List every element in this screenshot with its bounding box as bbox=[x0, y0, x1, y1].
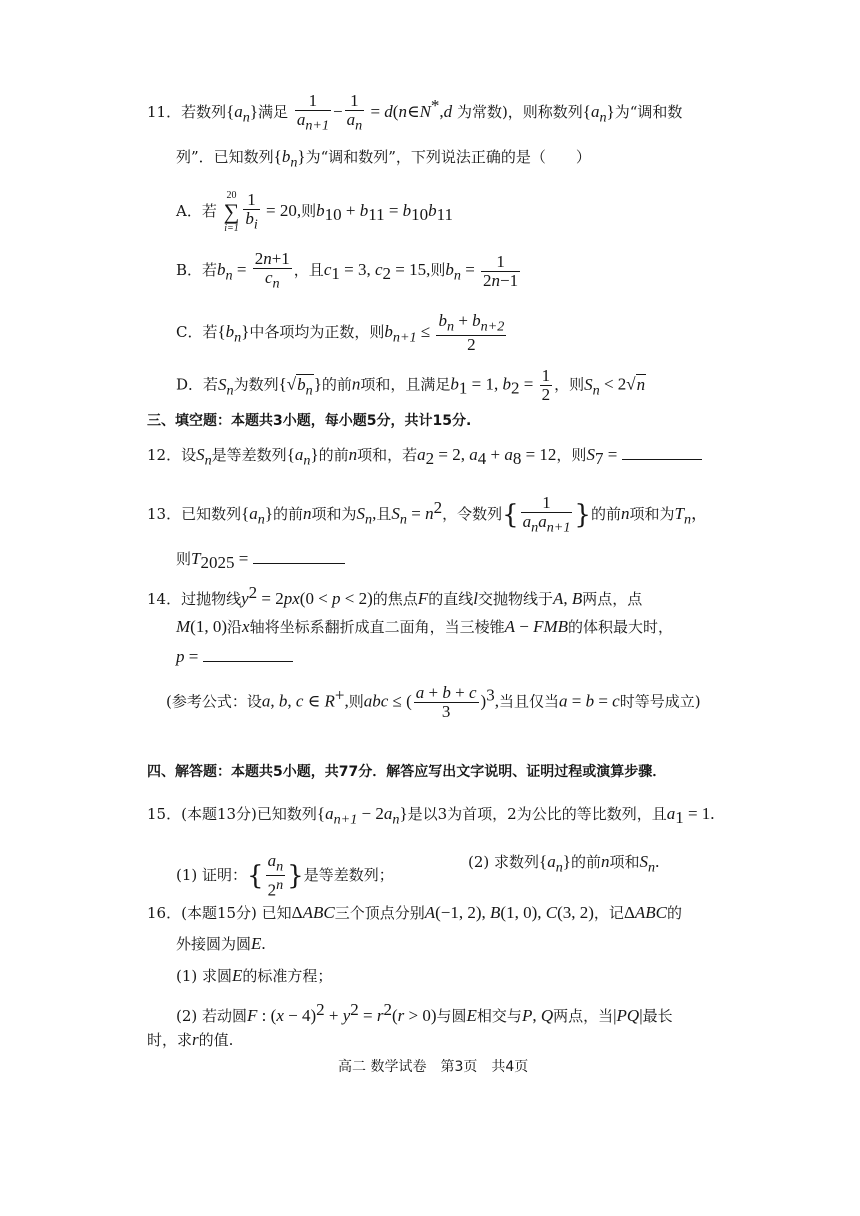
q11-line-1: 11．若数列$\{a_n\}$满足 $\frac{1}{a_{n+1}}$ − $\frac{1}{a_n}$ = d(n∈N*,d 为常数)，则称数列$\{a_n\}$为“调和数 bbox=[147, 91, 683, 134]
frac-1-over-an: $\frac{1}{a_n}$ bbox=[346, 91, 363, 134]
q11-option-b: B．若$b_n$ = $\frac{2n+1}{c_n}$ ，且$c_1 = 3$, $c_2 = 15$,则$b_n$ = $\frac{1}{2n-1}$ bbox=[176, 249, 519, 292]
answer-blank-q14[interactable] bbox=[203, 647, 293, 662]
q14-reference-formula: (参考公式：设a, b, c ∈ R+,则abc ≤ ( $\frac{a + b + c}{3}$ )$^3$,当且仅当a = b = c时等号成立) bbox=[166, 683, 701, 721]
q16-part-2-cont: 时，求r的值. bbox=[147, 1030, 234, 1049]
q11-option-c: C．若$\{b_n\}$中各项均为正数，则$b_{n+1}$ ≤ $\frac{b_n + b_{n+2}}{2}$ bbox=[176, 311, 505, 355]
q15-part-1: (1) 证明：{ $\frac{a_n}{2^n}$ }是等差数列； bbox=[176, 851, 394, 901]
q11-option-d: D．若$S_n$为数列$\{√b_n\}$的前n项和，且满足$b_1 = 1$, $b_2$ = $\frac{1}{2}$ ，则$S_n < 2√n$ bbox=[176, 366, 646, 404]
q16-stem-2: 外接圆为圆E. bbox=[176, 934, 266, 953]
q12: 12．设$S_n$是等差数列$\{a_n\}$的前n项和，若$a_2 = 2$, $a_4 + a_8 = 12$，则$S_7$ = bbox=[147, 445, 702, 470]
section-4-heading: 四、解答题：本题共5小题，共77分．解答应写出文字说明、证明过程或演算步骤． bbox=[147, 764, 667, 780]
q13-line-2: 则$T_{2025}$ = bbox=[176, 549, 345, 573]
answer-blank-q13[interactable] bbox=[253, 549, 345, 564]
q14-line-1: 14．过抛物线$y^2 = 2px(0 < p < 2)$的焦点F的直线l交抛物线于A, B两点，点 bbox=[147, 583, 643, 608]
section-3-heading: 三、填空题：本题共3小题，每小题5分，共计15分. bbox=[147, 413, 472, 429]
q16-part-2: (2) 若动圆F : $(x - 4)^2 + y^2 = r^2(r > 0)$与圆E相交与P, Q两点，当|PQ|最长 bbox=[176, 1000, 673, 1025]
sum-symbol: 20 ∑ i=1 bbox=[223, 190, 240, 234]
q15-stem: 15．(本题13分)已知数列$\{a_{n+1} - 2a_n\}$是以3为首项，2为公比的等比数列，且$a_1 = 1$. bbox=[147, 804, 715, 828]
q11-line-2: 列”．已知数列$\{b_n\}$为“调和数列”，下列说法正确的是（ ） bbox=[176, 147, 591, 171]
q13-line-1: 13．已知数列$\{a_n\}$的前n项和为$S_n$,且$S_n = n^2$，令数列{ $\frac{1}{a_na_{n+1}}$ }的前n项和为$T_n$， bbox=[147, 493, 709, 536]
q16-part-1: (1) 求圆E的标准方程； bbox=[176, 966, 333, 985]
q16-stem-1: 16．(本题15分) 已知ΔABC三个顶点分别A(−1, 2), B(1, 0), C(3, 2)，记ΔABC的 bbox=[147, 903, 682, 922]
q15-part-2: (2) 求数列$\{a_n\}$的前n项和$S_n$. bbox=[468, 852, 660, 876]
page-footer: 高二 数学试卷 第3页 共4页 bbox=[338, 1059, 529, 1075]
answer-blank-q12[interactable] bbox=[622, 445, 702, 460]
q11-option-a: A．若 20 ∑ i=1 $\frac{1}{b_i}$ = 20,则$b_{10} + b_{11} = b_{10}b_{11}$ bbox=[176, 189, 454, 234]
frac-1-over-an1: $\frac{1}{a_{n+1}}$ bbox=[296, 91, 330, 134]
q14-line-2: M(1, 0)沿x轴将坐标系翻折成直二面角，当三棱锥A − FMB的体积最大时， bbox=[176, 617, 674, 636]
q14-line-3: p = bbox=[176, 647, 293, 667]
